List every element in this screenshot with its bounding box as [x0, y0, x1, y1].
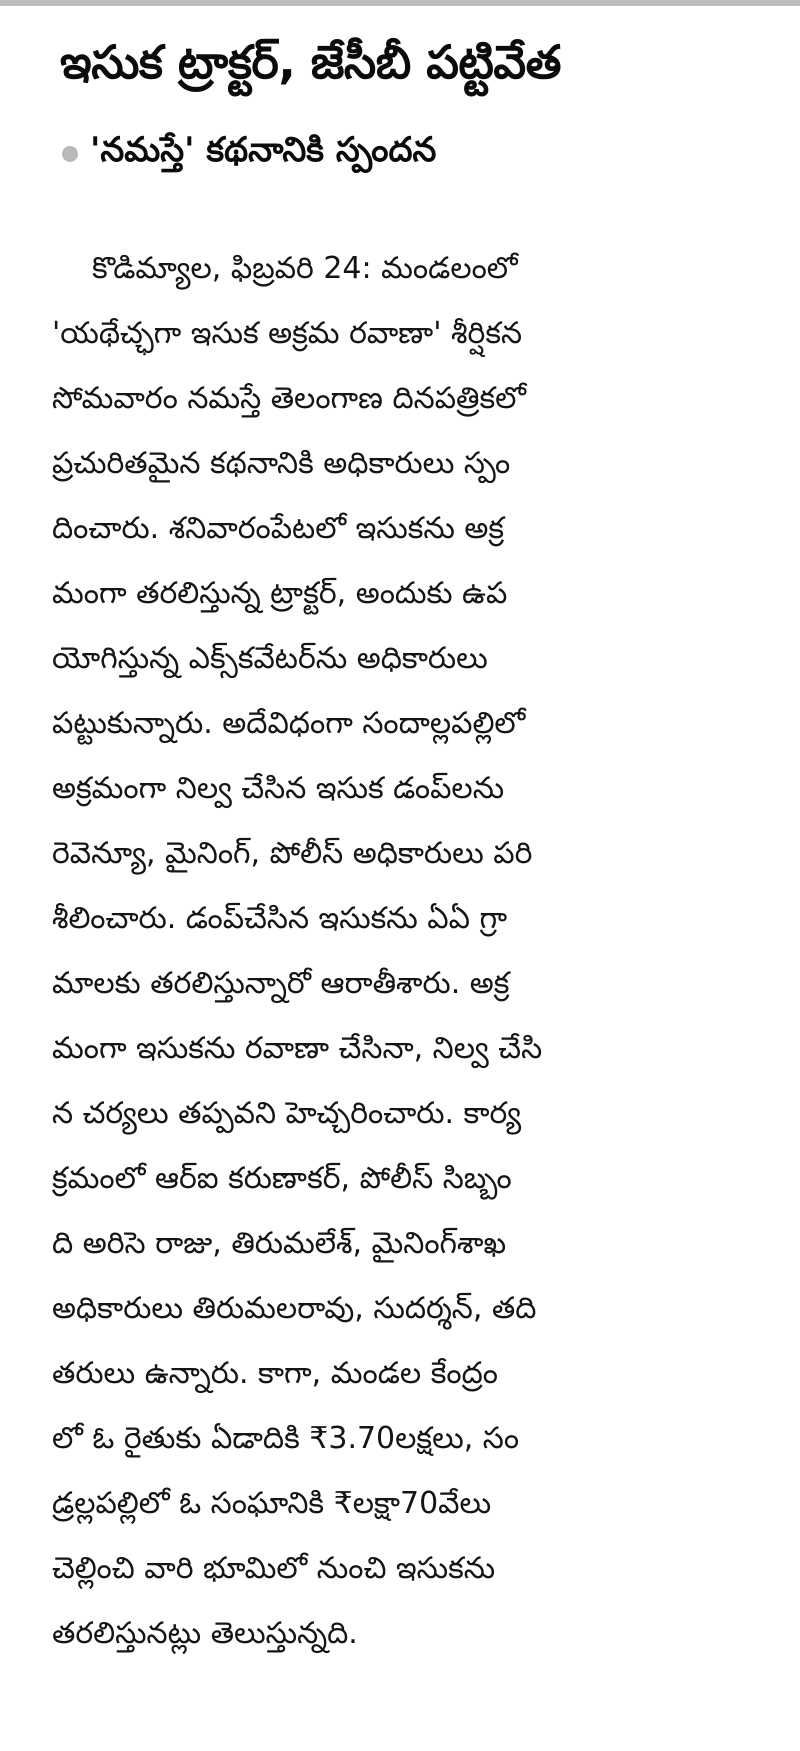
body-line: చెల్లించి వారి భూమిలో నుంచి ఇసుకను — [52, 1551, 496, 1586]
body-line: కొడిమ్యాల, ఫిబ్రవరి 24: మండలంలో — [92, 251, 518, 286]
subheadline-row — [0, 118, 800, 190]
headline: ఇసుక ట్రాక్టర్, జేసీబీ పట్టివేత — [60, 35, 561, 89]
subheadline: 'నమస్తే' కథనానికి స్పందన — [90, 130, 437, 170]
body-line: ది అరిసె రాజు, తిరుమలేశ్, మైనింగ్‌శాఖ — [52, 1226, 507, 1261]
body-line: రెవెన్యూ, మైనింగ్, పోలీస్ అధికారులు పరి — [52, 836, 533, 871]
article-body — [0, 236, 782, 1666]
body-line: డ్రల్లపల్లిలో ఓ సంఘానికి ₹లక్షా70వేలు — [52, 1486, 492, 1521]
body-line: క్రమంలో ఆర్ఐ కరుణాకర్, పోలీస్ సిబ్బం — [52, 1161, 512, 1196]
body-line: మంగా ఇసుకను రవాణా చేసినా, నిల్వ చేసి — [52, 1031, 543, 1066]
body-line: 'యథేచ్ఛగా ఇసుక అక్రమ రవాణా' శీర్షికన — [52, 316, 523, 351]
body-line: అధికారులు తిరుమలరావు, సుదర్శన్, తది — [52, 1291, 537, 1326]
body-line: అక్రమంగా నిల్వ చేసిన ఇసుక డంప్‌లను — [52, 771, 505, 806]
body-line: ప్రచురితమైన కథనానికి అధికారులు స్పం — [52, 446, 511, 481]
body-line: సోమవారం నమస్తే తెలంగాణ దినపత్రికలో — [52, 381, 527, 416]
news-article — [0, 6, 800, 1666]
body-line: మాలకు తరలిస్తున్నారో ఆరాతీశారు. అక్ర — [52, 966, 510, 1001]
body-line: న చర్యలు తప్పవని హెచ్చరించారు. కార్య — [52, 1096, 522, 1131]
body-line: యోగిస్తున్న ఎక్స్‌కవేటర్‌ను అధికారులు — [52, 641, 488, 676]
body-line: శీలించారు. డంప్‌చేసిన ఇసుకను ఏఏ గ్రా — [52, 901, 508, 936]
body-line: పట్టుకున్నారు. అదేవిధంగా సందాల్లపల్లిలో — [52, 706, 526, 741]
body-line: దించారు. శనివారంపేటలో ఇసుకను అక్ర — [52, 511, 505, 546]
body-line: తరలిస్తునట్లు తెలుస్తున్నది. — [52, 1616, 358, 1651]
body-line: మంగా తరలిస్తున్న ట్రాక్టర్, అందుకు ఉప — [52, 576, 508, 611]
body-line: తరులు ఉన్నారు. కాగా, మండల కేంద్రం — [52, 1356, 498, 1391]
body-line: లో ఓ రైతుకు ఏడాదికి ₹3.70లక్షలు, సం — [52, 1421, 520, 1456]
bullet-icon — [62, 146, 78, 162]
